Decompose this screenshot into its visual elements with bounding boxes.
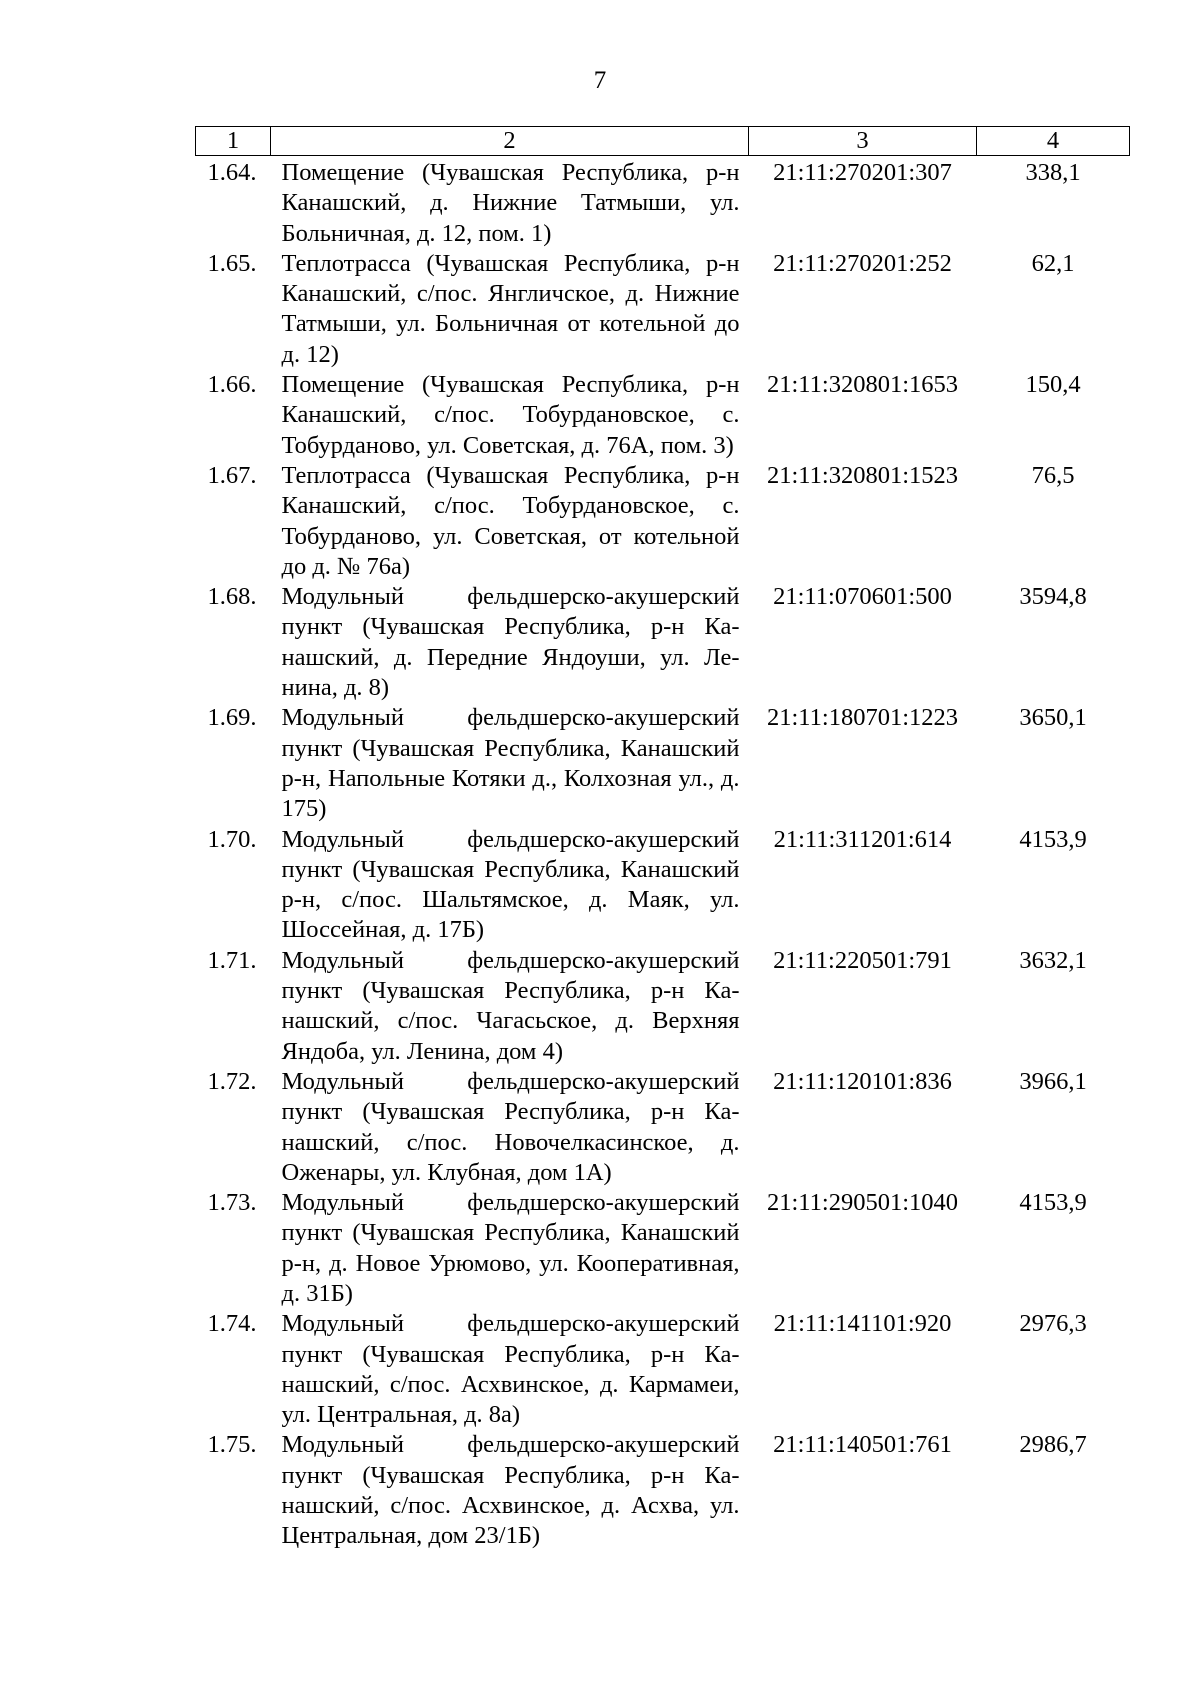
object-area: 4153,9 <box>1019 1189 1087 1217</box>
cadastral-number: 21:11:270201:252 <box>773 249 952 277</box>
row-number: 1.68. <box>207 583 257 611</box>
object-area: 3966,1 <box>1019 1067 1087 1095</box>
object-description: Модульный фельдшерско-акушерский пункт (Чувашская Республика, р-н Канашский, с/пос. Асхвинское, д. Кармамеи, ул. Центральная, д. 8а) <box>281 1310 740 1429</box>
object-area: 2986,7 <box>1019 1431 1087 1459</box>
row-number: 1.70. <box>207 825 257 853</box>
row-number: 1.65. <box>207 249 257 277</box>
cadastral-number: 21:11:070601:500 <box>773 583 952 611</box>
column-header-3: 3 <box>749 127 977 156</box>
object-area: 2976,3 <box>1019 1310 1087 1338</box>
object-description: Теплотрасса (Чувашская Республика, р-н Канашский, с/пос. Тобурдановское, с. Тобурданово, ул. Советская, от котельной до д. № 76а) <box>281 461 740 580</box>
table-row <box>196 461 1130 582</box>
object-area: 76,5 <box>1031 461 1075 489</box>
cadastral-number: 21:11:140501:761 <box>773 1431 952 1459</box>
object-description: Модульный фельдшерско-акушерский пункт (Чувашская Республика, р-н Канашский, с/пос. Асхвинское, д. Асхва, ул. Центральная, дом 23/1Б) <box>281 1431 740 1550</box>
table-row <box>196 582 1130 703</box>
row-number: 1.71. <box>207 946 257 974</box>
object-area: 3632,1 <box>1019 946 1087 974</box>
object-description: Помещение (Чувашская Республика, р-н Канашский, с/пос. Тобурдановское, с. Тобурданово, ул. Советская, д. 76А, пом. 3) <box>281 371 740 459</box>
table-row <box>196 370 1130 461</box>
cadastral-number: 21:11:311201:614 <box>773 825 952 853</box>
column-header-4: 4 <box>977 127 1130 156</box>
table-row <box>196 946 1130 1067</box>
table-row <box>196 156 1130 249</box>
table-body <box>196 156 1130 1552</box>
object-description: Модульный фельдшерско-акушерский пункт (Чувашская Республика, Канашский р-н, д. Новое Урюмово, ул. Кооперативная, д. 31Б) <box>281 1189 740 1307</box>
row-number: 1.72. <box>207 1067 257 1095</box>
column-header-2: 2 <box>271 127 749 156</box>
cadastral-number: 21:11:120101:836 <box>773 1067 952 1095</box>
page-number: 7 <box>593 67 607 94</box>
object-description: Помещение (Чувашская Республика, р-н Канашский, д. Нижние Татмыши, ул. Больничная, д. 12, пом. 1) <box>281 159 740 247</box>
table-header <box>196 127 1130 156</box>
object-area: 62,1 <box>1031 249 1075 277</box>
row-number: 1.74. <box>207 1310 257 1338</box>
table-header-row <box>196 127 1130 156</box>
cadastral-number: 21:11:180701:1223 <box>766 704 958 732</box>
cadastral-number: 21:11:320801:1523 <box>766 461 958 489</box>
table-row <box>196 1067 1130 1188</box>
property-registry-table <box>195 126 1130 1552</box>
row-number: 1.67. <box>207 461 257 489</box>
object-area: 4153,9 <box>1019 825 1087 853</box>
cadastral-number: 21:11:290501:1040 <box>766 1189 958 1217</box>
object-description: Модульный фельдшерско-акушерский пункт (Чувашская Республика, Канашский р-н, с/пос. Шальтямское, д. Маяк, ул. Шоссейная, д. 17Б) <box>281 825 740 944</box>
row-number: 1.73. <box>207 1189 257 1217</box>
row-number: 1.64. <box>207 159 257 186</box>
table-row <box>196 1309 1130 1430</box>
object-description: Модульный фельдшерско-акушерский пункт (Чувашская Республика, р-н Канашский, д. Передние Яндоуши, ул. Ленина, д. 8) <box>281 583 740 702</box>
object-description: Модульный фельдшерско-акушерский пункт (Чувашская Республика, р-н Канашский, с/пос. Новочелкасинское, д. Оженары, ул. Клубная, дом 1А) <box>281 1067 740 1186</box>
object-description: Модульный фельдшерско-акушерский пункт (Чувашская Республика, р-н Канашский, с/пос. Чагасьское, д. Верхняя Яндоба, ул. Ленина, дом 4) <box>281 946 740 1065</box>
object-area: 338,1 <box>1025 159 1081 186</box>
row-number: 1.66. <box>207 371 257 399</box>
cadastral-number: 21:11:220501:791 <box>773 946 952 974</box>
row-number: 1.75. <box>207 1431 257 1459</box>
table-row <box>196 1430 1130 1551</box>
object-description: Теплотрасса (Чувашская Республика, р-н Канашский, с/пос. Янгличское, д. Нижние Татмыши, ул. Больничная от котельной до д. 12) <box>281 249 740 368</box>
row-number: 1.69. <box>207 704 257 732</box>
table-row <box>196 249 1130 370</box>
object-area: 150,4 <box>1025 371 1081 399</box>
table-row <box>196 825 1130 946</box>
table-row <box>196 1188 1130 1309</box>
object-description: Модульный фельдшерско-акушерский пункт (Чувашская Республика, Канашский р-н, Напольные Котяки д., Колхозная ул., д. 175) <box>281 704 740 823</box>
cadastral-number: 21:11:141101:920 <box>773 1310 952 1338</box>
column-header-1: 1 <box>196 127 271 156</box>
object-area: 3650,1 <box>1019 704 1087 732</box>
object-area: 3594,8 <box>1019 583 1087 611</box>
cadastral-number: 21:11:320801:1653 <box>766 371 958 399</box>
cadastral-number: 21:11:270201:307 <box>773 159 952 186</box>
table-row <box>196 703 1130 824</box>
